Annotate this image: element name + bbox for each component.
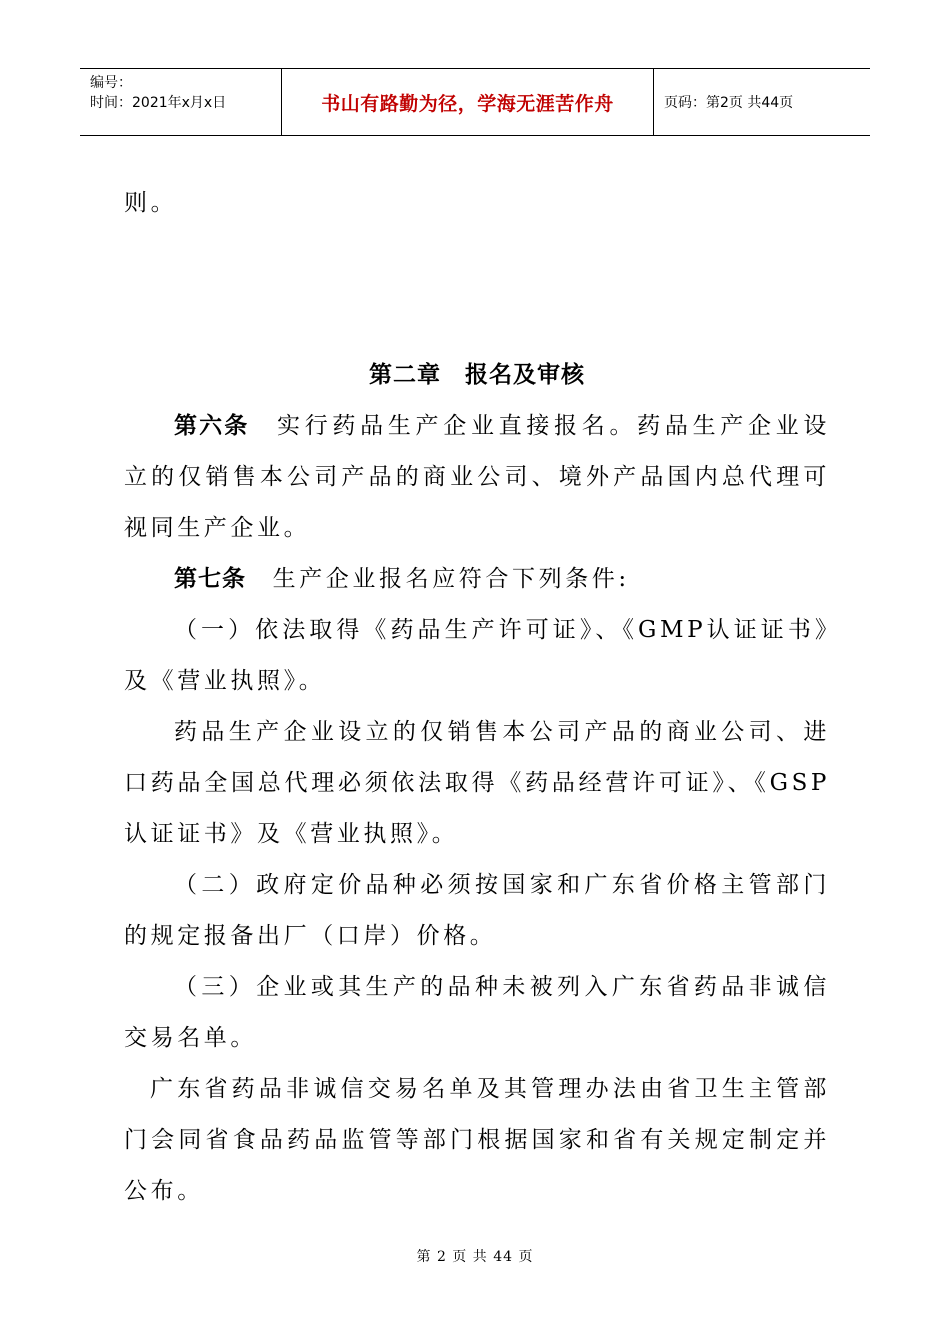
continuation-text: 则。 <box>124 190 178 216</box>
page-footer: 第 2 页 共 44 页 <box>416 1249 534 1265</box>
header-motto: 书山有路勤为径，学海无涯苦作舟 <box>282 69 654 135</box>
article-7-item-1-extra: 药品生产企业设立的仅销售本公司产品的商业公司、进口药品全国总代理必须依法取得《药品经营许可证》、《GSP认证证书》及《营业执照》。 <box>124 719 830 847</box>
page-header <box>80 68 870 136</box>
article-6 <box>124 401 830 554</box>
header-page-number: 页码：第2页 共44页 <box>664 95 794 111</box>
article-6-label: 第六条 <box>174 413 250 439</box>
article-7-label: 第七条 <box>174 566 246 592</box>
article-7 <box>124 554 830 605</box>
article-7-item-2: （二）政府定价品种必须按国家和广东省价格主管部门的规定报备出厂（口岸）价格。 <box>124 872 830 949</box>
article-7-item-1: （一）依法取得《药品生产许可证》、《GMP认证证书》及《营业执照》。 <box>124 617 830 694</box>
article-7-text: 生产企业报名应符合下列条件: <box>246 566 630 592</box>
document-body <box>124 178 830 1217</box>
document-number-label: 编号： <box>90 75 132 91</box>
chapter-title: 第二章 报名及审核 <box>369 362 585 388</box>
article-6-text: 实行药品生产企业直接报名。药品生产企业设立的仅销售本公司产品的商业公司、境外产品国内总代理可视同生产企业。 <box>124 413 830 541</box>
header-meta <box>80 69 282 135</box>
closing-paragraph: 广东省药品非诚信交易名单及其管理办法由省卫生主管部门会同省食品药品监管等部门根据国家和省有关规定制定并公布。 <box>124 1076 830 1204</box>
article-7-item-3: （三）企业或其生产的品种未被列入广东省药品非诚信交易名单。 <box>124 974 830 1051</box>
document-date: 时间：2021年x月x日 <box>90 95 227 111</box>
